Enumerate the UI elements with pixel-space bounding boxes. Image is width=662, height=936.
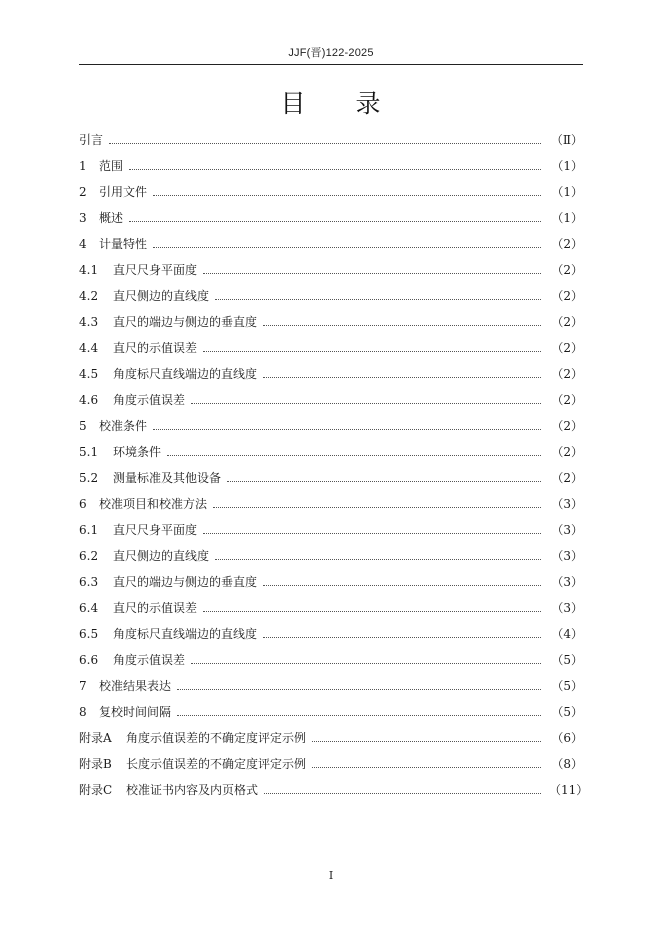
toc-dot-leader xyxy=(227,480,541,482)
toc-entry[interactable] xyxy=(79,283,583,309)
toc-dot-leader xyxy=(263,584,541,586)
toc-entry-label: 长度示值误差的不确定度评定示例 xyxy=(126,757,307,771)
toc-entry[interactable] xyxy=(79,751,583,777)
toc-entry-number: 6.2 xyxy=(79,549,99,563)
table-of-contents xyxy=(79,127,589,803)
toc-entry-page: （3） xyxy=(551,575,583,589)
toc-entry-page: （2） xyxy=(551,367,583,381)
toc-entry-number: 附录C xyxy=(79,783,113,797)
toc-entry[interactable] xyxy=(79,439,583,465)
toc-entry-label: 校准证书内容及内页格式 xyxy=(126,783,259,797)
toc-entry-page: （2） xyxy=(551,237,583,251)
toc-entry-page: （3） xyxy=(551,497,583,511)
toc-dot-leader xyxy=(129,220,541,222)
header-rule xyxy=(79,64,583,65)
toc-dot-leader xyxy=(153,194,541,196)
toc-entry-label: 直尺的示值误差 xyxy=(113,601,198,615)
toc-entry-number: 6.6 xyxy=(79,653,99,667)
toc-entry[interactable] xyxy=(79,179,583,205)
toc-entry-label: 引用文件 xyxy=(99,185,148,199)
toc-entry-page: （2） xyxy=(551,341,583,355)
toc-entry[interactable] xyxy=(79,543,583,569)
toc-entry-label: 直尺尺身平面度 xyxy=(113,263,198,277)
toc-entry-page: （2） xyxy=(551,263,583,277)
toc-entry-label: 环境条件 xyxy=(113,445,162,459)
toc-entry-label: 直尺的示值误差 xyxy=(113,341,198,355)
toc-dot-leader xyxy=(312,740,541,742)
toc-entry-label: 角度示值误差 xyxy=(113,393,186,407)
toc-entry-number: 4.2 xyxy=(79,289,99,303)
toc-entry-label: 校准条件 xyxy=(99,419,148,433)
toc-dot-leader xyxy=(109,142,541,144)
toc-entry-label: 直尺的端边与侧边的垂直度 xyxy=(113,575,258,589)
toc-entry-label: 计量特性 xyxy=(99,237,148,251)
toc-dot-leader xyxy=(203,532,541,534)
toc-entry[interactable] xyxy=(79,413,583,439)
toc-entry[interactable] xyxy=(79,491,583,517)
toc-entry[interactable] xyxy=(79,205,583,231)
toc-dot-leader xyxy=(203,350,541,352)
toc-entry[interactable] xyxy=(79,621,583,647)
toc-entry[interactable] xyxy=(79,127,583,153)
toc-entry[interactable] xyxy=(79,387,583,413)
toc-dot-leader xyxy=(263,636,541,638)
toc-entry-page: （4） xyxy=(551,627,583,641)
toc-dot-leader xyxy=(153,428,541,430)
toc-entry-number: 8 xyxy=(79,705,87,719)
toc-entry-label: 校准结果表达 xyxy=(99,679,172,693)
toc-dot-leader xyxy=(203,610,541,612)
toc-entry[interactable] xyxy=(79,595,583,621)
toc-entry-number: 4.6 xyxy=(79,393,99,407)
toc-dot-leader xyxy=(215,558,541,560)
toc-dot-leader xyxy=(312,766,541,768)
toc-entry-number: 1 xyxy=(79,159,87,173)
toc-entry-page: （11） xyxy=(549,783,589,797)
toc-dot-leader xyxy=(203,272,541,274)
toc-dot-leader xyxy=(191,662,541,664)
toc-entry[interactable] xyxy=(79,725,583,751)
toc-entry-label: 引言 xyxy=(79,133,104,147)
toc-entry[interactable] xyxy=(79,335,583,361)
toc-entry-label: 角度标尺直线端边的直线度 xyxy=(113,367,258,381)
toc-entry-label: 角度示值误差 xyxy=(113,653,186,667)
toc-entry-number: 4.4 xyxy=(79,341,99,355)
toc-dot-leader xyxy=(263,376,541,378)
toc-entry-page: （Ⅱ） xyxy=(550,133,583,147)
toc-dot-leader xyxy=(263,324,541,326)
toc-dot-leader xyxy=(213,506,541,508)
toc-dot-leader xyxy=(177,688,541,690)
toc-entry-page: （2） xyxy=(551,419,583,433)
toc-entry-number: 4.5 xyxy=(79,367,99,381)
toc-entry-label: 范围 xyxy=(99,159,124,173)
toc-entry[interactable] xyxy=(79,569,583,595)
toc-dot-leader xyxy=(167,454,541,456)
toc-entry[interactable] xyxy=(79,647,583,673)
document-code-header: JJF(晋)122-2025 xyxy=(288,47,374,59)
toc-entry-page: （3） xyxy=(551,523,583,537)
toc-entry-page: （2） xyxy=(551,445,583,459)
toc-entry-page: （1） xyxy=(551,211,583,225)
toc-entry-label: 测量标准及其他设备 xyxy=(113,471,222,485)
toc-entry-page: （8） xyxy=(551,757,583,771)
toc-entry[interactable] xyxy=(79,309,583,335)
toc-entry-page: （1） xyxy=(551,185,583,199)
toc-entry-number: 6.5 xyxy=(79,627,99,641)
toc-entry-page: （3） xyxy=(551,601,583,615)
toc-dot-leader xyxy=(264,792,541,794)
toc-entry-label: 角度示值误差的不确定度评定示例 xyxy=(126,731,307,745)
toc-entry[interactable] xyxy=(79,777,589,803)
toc-entry-label: 校准项目和校准方法 xyxy=(99,497,208,511)
toc-entry-page: （6） xyxy=(551,731,583,745)
toc-entry-label: 直尺尺身平面度 xyxy=(113,523,198,537)
toc-entry-label: 复校时间间隔 xyxy=(99,705,172,719)
toc-entry-label: 直尺侧边的直线度 xyxy=(113,549,210,563)
toc-entry-number: 3 xyxy=(79,211,87,225)
toc-entry-page: （5） xyxy=(551,679,583,693)
toc-entry[interactable] xyxy=(79,231,583,257)
toc-entry-page: （1） xyxy=(551,159,583,173)
toc-entry[interactable] xyxy=(79,361,583,387)
toc-entry[interactable] xyxy=(79,257,583,283)
toc-entry-number: 4.3 xyxy=(79,315,99,329)
toc-entry-number: 5.1 xyxy=(79,445,99,459)
toc-dot-leader xyxy=(153,246,541,248)
toc-entry[interactable] xyxy=(79,153,583,179)
toc-entry-number: 5.2 xyxy=(79,471,99,485)
toc-entry[interactable] xyxy=(79,517,583,543)
toc-entry-page: （5） xyxy=(551,705,583,719)
toc-dot-leader xyxy=(191,402,541,404)
toc-entry-label: 角度标尺直线端边的直线度 xyxy=(113,627,258,641)
toc-entry-number: 2 xyxy=(79,185,87,199)
toc-entry-page: （2） xyxy=(551,289,583,303)
toc-entry-number: 6.4 xyxy=(79,601,99,615)
toc-dot-leader xyxy=(129,168,541,170)
toc-entry-number: 6.1 xyxy=(79,523,99,537)
toc-entry-number: 附录B xyxy=(79,757,112,771)
toc-entry-number: 4.1 xyxy=(79,263,99,277)
toc-entry-label: 直尺侧边的直线度 xyxy=(113,289,210,303)
toc-entry-number: 4 xyxy=(79,237,87,251)
toc-entry-number: 7 xyxy=(79,679,87,693)
toc-entry-label: 概述 xyxy=(99,211,124,225)
toc-entry-label: 直尺的端边与侧边的垂直度 xyxy=(113,315,258,329)
toc-entry-number: 6.3 xyxy=(79,575,99,589)
toc-entry-number: 6 xyxy=(79,497,87,511)
toc-entry-page: （5） xyxy=(551,653,583,667)
toc-entry-page: （2） xyxy=(551,471,583,485)
toc-entry-page: （2） xyxy=(551,393,583,407)
toc-entry-number: 附录A xyxy=(79,731,112,745)
toc-entry[interactable] xyxy=(79,465,583,491)
toc-entry-page: （3） xyxy=(551,549,583,563)
toc-dot-leader xyxy=(215,298,541,300)
page-title: 目 录 xyxy=(280,89,382,118)
toc-entry[interactable] xyxy=(79,699,583,725)
toc-entry-number: 5 xyxy=(79,419,87,433)
toc-entry[interactable] xyxy=(79,673,583,699)
toc-entry-page: （2） xyxy=(551,315,583,329)
toc-dot-leader xyxy=(177,714,541,716)
page-number: I xyxy=(328,869,334,882)
